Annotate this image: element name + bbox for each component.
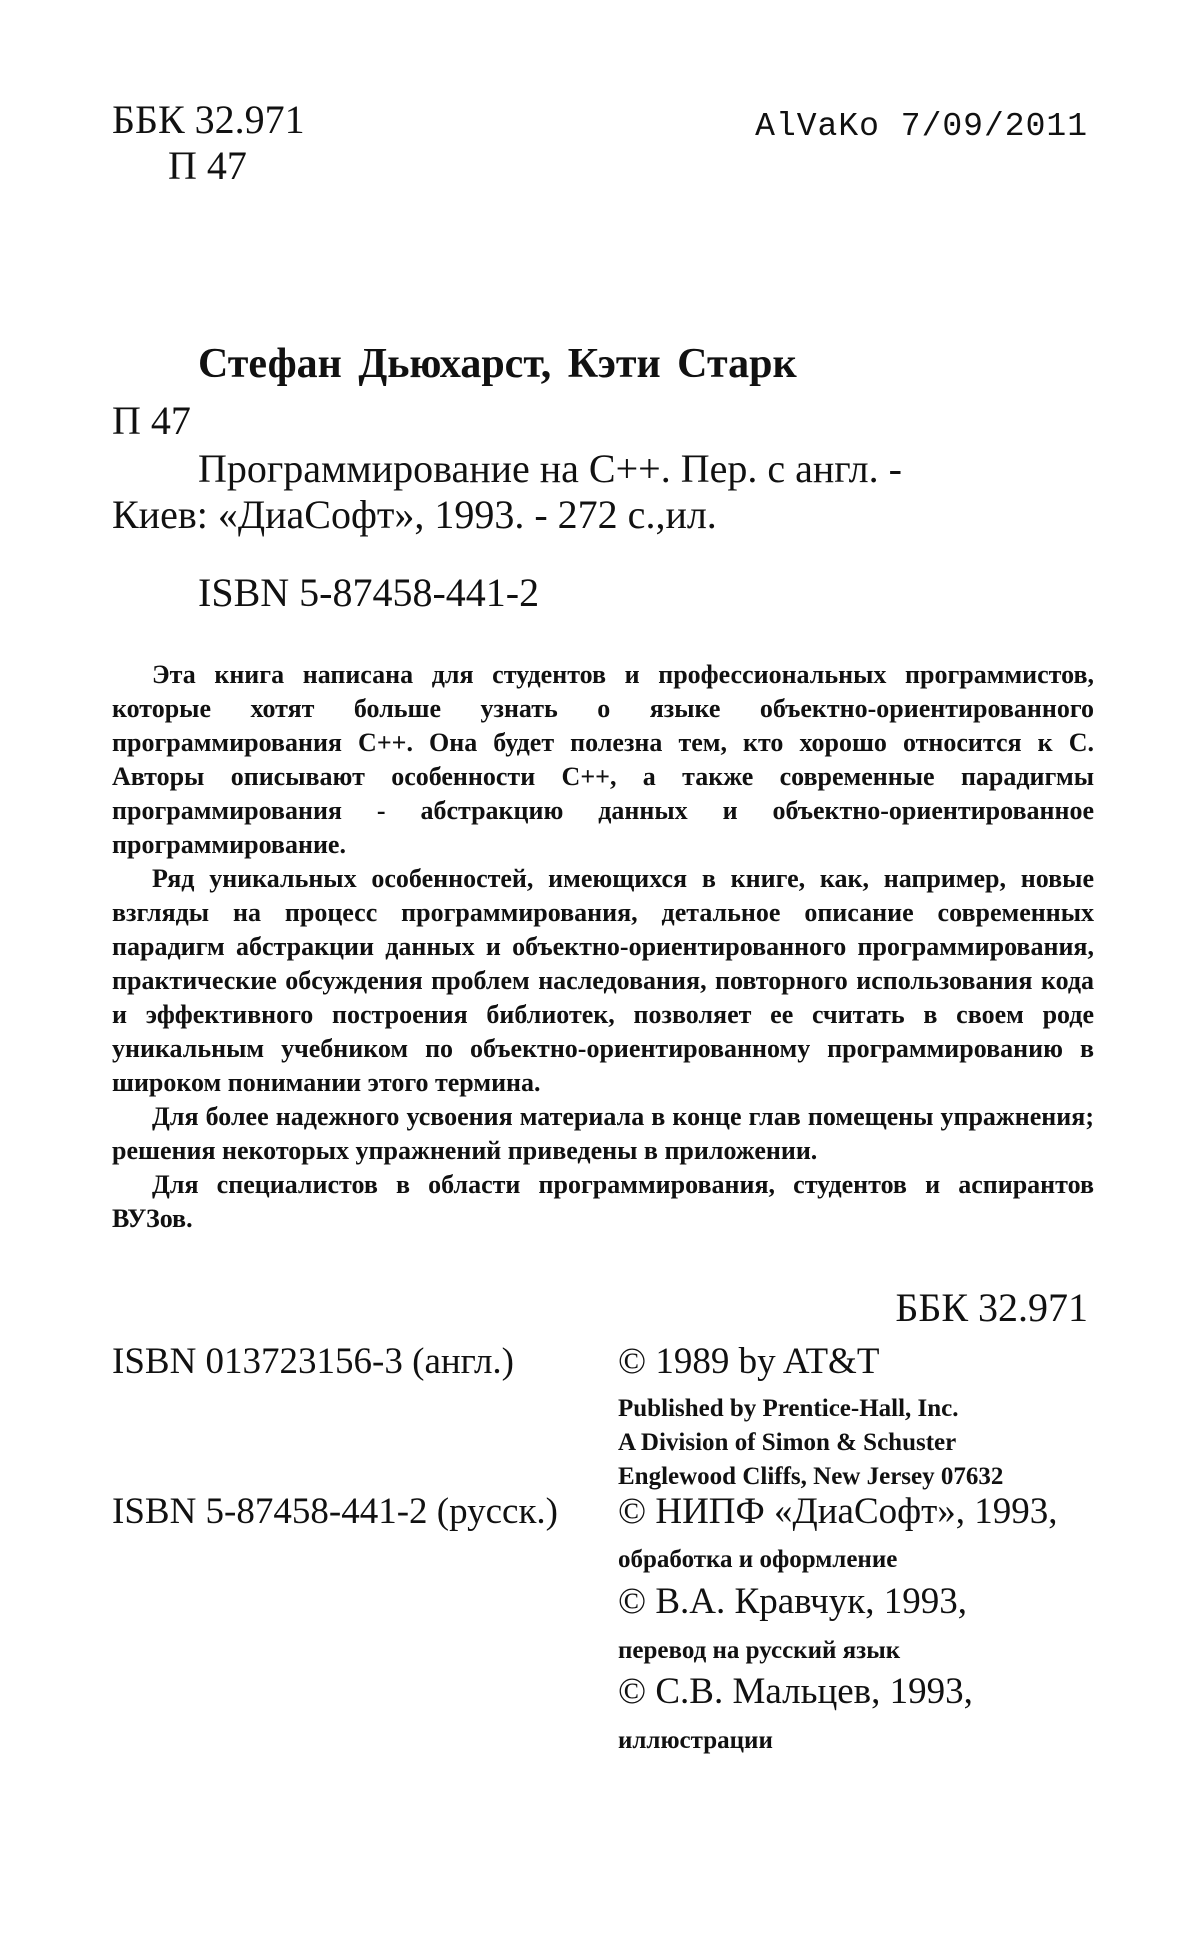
publisher-line-1: Published by Prentice-Hall, Inc. xyxy=(618,1395,959,1422)
annotation-paragraph-1: Эта книга написана для студентов и профессиональных программистов, которые хотят больше узнать о языке объектно-ориентированного программирования С++. Она будет полезна тем, кто хорошо относится к С. Авторы описывают особенности С++, а также современные парадигмы программирования - абстракцию данных и объектно-ориентированное программирование. xyxy=(112,660,1094,859)
isbn-english: ISBN 013723156-3 (англ.) xyxy=(112,1341,514,1382)
note-diasoft: обработка и оформление xyxy=(618,1546,898,1573)
annotation-paragraph-2: Ряд уникальных особенностей, имеющихся в книге, как, например, новые взгляды на процесс программирования, детальное описание современных парадигм абстракции данных и объектно-ориентированного программирования, практические обсуждения проблем наследования, повторного использования кода и эффективного построения библиотек, позволяет ее считать в своем роде уникальным учебником по объектно-ориентированному программированию в широком понимании этого термина. xyxy=(112,864,1094,1097)
note-kravchuk: перевод на русский язык xyxy=(618,1637,901,1664)
book-title-line: Программирование на С++. Пер. с англ. - xyxy=(198,446,902,491)
copyright-kravchuk: © В.А. Кравчук, 1993, xyxy=(618,1581,968,1622)
publisher-line: Киев: «ДиаСофт», 1993. - 272 с.,ил. xyxy=(112,492,717,537)
annotation-paragraph-4: Для специалистов в области программирования, студентов и аспирантов ВУЗов. xyxy=(112,1170,1094,1233)
copyright-maltsev: © С.В. Мальцев, 1993, xyxy=(618,1671,973,1712)
copyright-att: © 1989 by AT&T xyxy=(618,1341,880,1382)
bbk-code-bottom: ББК 32.971 xyxy=(895,1285,1088,1330)
isbn-russian: ISBN 5-87458-441-2 (русск.) xyxy=(112,1491,558,1532)
annotation-paragraph-3: Для более надежного усвоения материала в конце глав помещены упражнения; решения некоторых упражнений приведены в приложении. xyxy=(112,1102,1094,1165)
authors: Стефан Дьюхарст, Кэти Старк xyxy=(198,341,797,387)
isbn-main: ISBN 5-87458-441-2 xyxy=(198,570,540,615)
copyright-diasoft: © НИПФ «ДиаСофт», 1993, xyxy=(618,1491,1058,1532)
scan-stamp: AlVaKo 7/09/2011 xyxy=(755,108,1088,145)
publisher-line-2: A Division of Simon & Schuster xyxy=(618,1429,957,1456)
author-mark: П 47 xyxy=(112,398,191,443)
publisher-line-3: Englewood Cliffs, New Jersey 07632 xyxy=(618,1463,1004,1490)
annotation xyxy=(112,658,1094,1236)
author-mark-top: П 47 xyxy=(168,143,247,188)
bbk-code-top: ББК 32.971 xyxy=(112,97,305,142)
note-maltsev: иллюстрации xyxy=(618,1727,773,1754)
